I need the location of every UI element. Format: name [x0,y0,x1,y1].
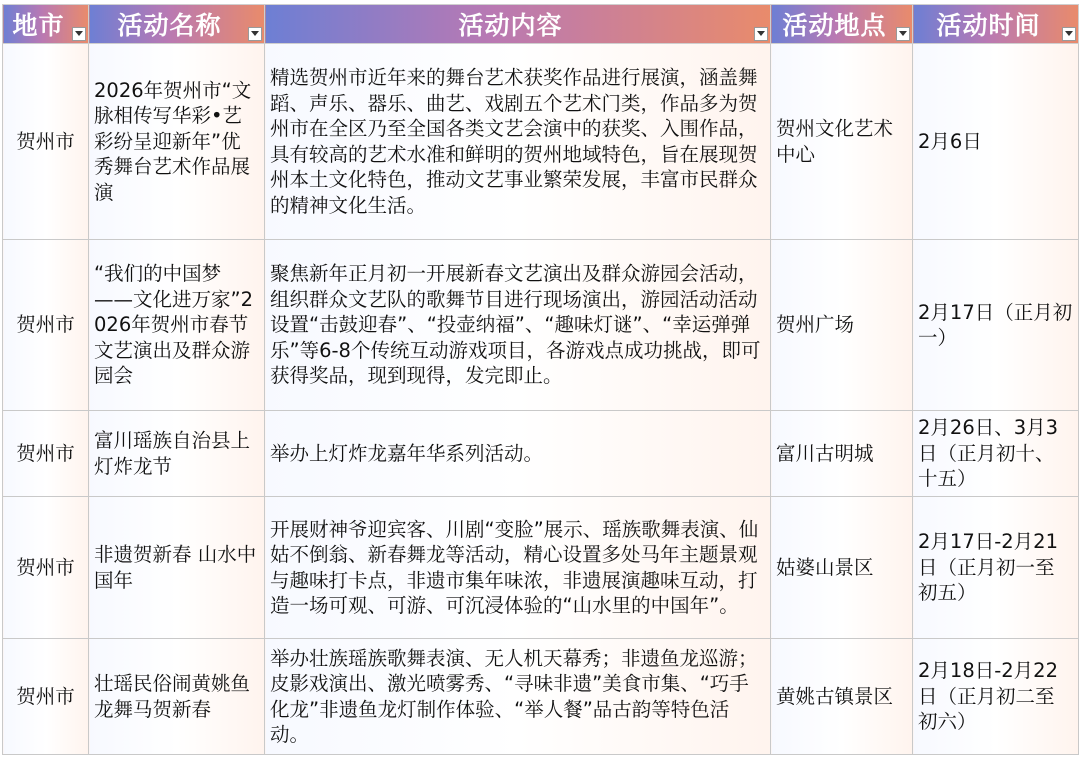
column-header-time: 活动时间 [913,5,1079,44]
filter-dropdown-icon[interactable] [72,27,86,41]
filter-dropdown-icon[interactable] [1062,27,1076,41]
column-header-name: 活动名称 [89,5,265,44]
cell-place[interactable]: 姑婆山景区 [771,497,913,639]
column-header-city: 地市 [3,5,89,44]
cell-content[interactable]: 举办上灯炸龙嘉年华系列活动。 [265,411,771,497]
column-header-content: 活动内容 [265,5,771,44]
table-row [3,497,1079,639]
cell-name[interactable]: 富川瑶族自治县上灯炸龙节 [89,411,265,497]
cell-name[interactable]: 非遗贺新春 山水中国年 [89,497,265,639]
activity-table [2,4,1079,755]
cell-city[interactable]: 贺州市 [3,240,89,411]
cell-time[interactable]: 2月18日-2月22日（正月初二至初六） [913,639,1079,755]
cell-content[interactable]: 举办壮族瑶族歌舞表演、无人机天幕秀；非遗鱼龙巡游；皮影戏演出、激光喷雾秀、“寻味非遗”美食市集、“巧手化龙”非遗鱼龙灯制作体验、“举人餐”品古韵等特色活动。 [265,639,771,755]
cell-name[interactable]: 2026年贺州市“文脉相传写华彩•艺彩纷呈迎新年”优秀舞台艺术作品展演 [89,44,265,240]
table-row [3,240,1079,411]
cell-content[interactable]: 开展财神爷迎宾客、川剧“变脸”展示、瑶族歌舞表演、仙姑不倒翁、新春舞龙等活动，精心设置多处马年主题景观与趣味打卡点，非遗市集年味浓，非遗展演趣味互动，打造一场可观、可游、可沉浸体验的“山水里的中国年”。 [265,497,771,639]
cell-time[interactable]: 2月26日、3月3日（正月初十、十五） [913,411,1079,497]
cell-content[interactable]: 精选贺州市近年来的舞台艺术获奖作品进行展演，涵盖舞蹈、声乐、器乐、曲艺、戏剧五个艺术门类，作品多为贺州市在全区乃至全国各类文艺会演中的获奖、入围作品，具有较高的艺术水准和鲜明的贺州地域特色，旨在展现贺州本土文化特色，推动文艺事业繁荣发展，丰富市民群众的精神文化生活。 [265,44,771,240]
cell-time[interactable]: 2月17日（正月初一） [913,240,1079,411]
cell-time[interactable]: 2月17日-2月21日（正月初一至初五） [913,497,1079,639]
cell-city[interactable]: 贺州市 [3,44,89,240]
cell-place[interactable]: 贺州文化艺术中心 [771,44,913,240]
cell-name[interactable]: “我们的中国梦——文化进万家”2026年贺州市春节文艺演出及群众游园会 [89,240,265,411]
table-row [3,411,1079,497]
filter-dropdown-icon[interactable] [754,27,768,41]
cell-name[interactable]: 壮瑶民俗闹黄姚鱼龙舞马贺新春 [89,639,265,755]
filter-dropdown-icon[interactable] [248,27,262,41]
cell-city[interactable]: 贺州市 [3,411,89,497]
cell-time[interactable]: 2月6日 [913,44,1079,240]
cell-content[interactable]: 聚焦新年正月初一开展新春文艺演出及群众游园会活动，组织群众文艺队的歌舞节目进行现场演出，游园活动活动设置“击鼓迎春”、“投壶纳福”、“趣味灯谜”、“幸运弹弹乐”等6-8个传统互动游戏项目，各游戏点成功挑战，即可获得奖品，现到现得，发完即止。 [265,240,771,411]
cell-place[interactable]: 黄姚古镇景区 [771,639,913,755]
cell-city[interactable]: 贺州市 [3,639,89,755]
cell-place[interactable]: 贺州广场 [771,240,913,411]
column-header-place: 活动地点 [771,5,913,44]
table-row [3,44,1079,240]
filter-dropdown-icon[interactable] [896,27,910,41]
cell-place[interactable]: 富川古明城 [771,411,913,497]
cell-city[interactable]: 贺州市 [3,497,89,639]
table-row [3,639,1079,755]
header-row [3,5,1079,44]
